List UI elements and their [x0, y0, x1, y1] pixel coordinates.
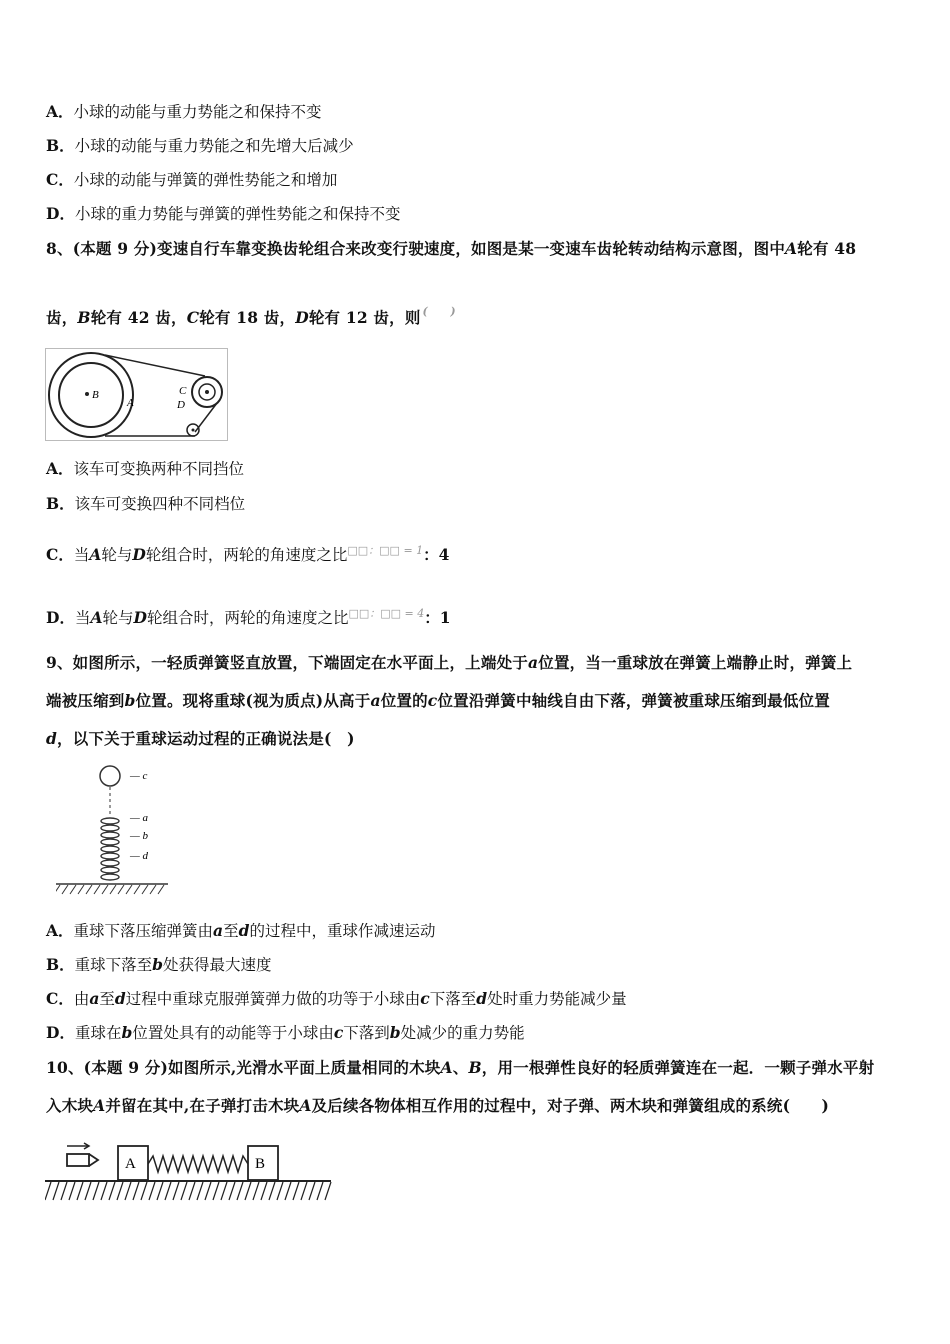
gear-a-outer — [49, 353, 133, 437]
q10-stem-line1: 10、(本题 9 分)如图所示,光滑水平面上质量相同的木块A、B，用一根弹性良好的轻质弹簧连在一起．一颗子弹水平射 — [46, 1058, 875, 1077]
q7-option-c: C．小球的动能与弹簧的弹性势能之和增加 — [46, 170, 338, 189]
q9-option-c: C．由a至d过程中重球克服弹簧弹力做的功等于小球由c下落至d处时重力势能减少量 — [46, 989, 627, 1008]
spring-label-a: — a — [130, 812, 149, 824]
q8-stem-line2: 齿，B轮有 42 齿，C轮有 18 齿，D轮有 12 齿，则 ( ) — [46, 305, 456, 327]
q8-option-c: C．当A轮与D轮组合时，两轮的角速度之比$^{□□:□□ = 1}$：4 — [46, 544, 450, 564]
q9-option-d: D．重球在b位置处具有的动能等于小球由c下落到b处减少的重力势能 — [46, 1023, 525, 1042]
ratio-formula: □□：□□ = 1 — [347, 544, 424, 557]
q7-option-a: A．小球的动能与重力势能之和保持不变 — [46, 102, 322, 121]
spring-label-b: — b — [130, 830, 149, 842]
gear-label-b: B — [92, 389, 99, 401]
q8-stem-line1: 8、(本题 9 分)变速自行车靠变换齿轮组合来改变行驶速度，如图是某一变速车齿轮转动结构示意图，图中A轮有 48 — [46, 239, 857, 258]
q10-stem-line2: 入木块A并留在其中,在子弹打击木块A及后续各物体相互作用的过程中，对子弹、两木块和弹簧组成的系统( ) — [46, 1096, 830, 1115]
block-a-label: A — [125, 1156, 136, 1172]
block-b-label: B — [255, 1156, 266, 1172]
ratio-formula: □□：□□ = 4 — [348, 607, 425, 620]
q9-stem-line1: 9、如图所示，一轻质弹簧竖直放置，下端固定在水平面上，上端处于a位置，当一重球放在弹簧上端静止时，弹簧上 — [46, 653, 853, 672]
ball — [100, 766, 120, 786]
q9-option-b: B．重球下落至b处获得最大速度 — [46, 955, 272, 974]
gear-label-a: A — [127, 397, 134, 409]
spring-label-d: — d — [130, 850, 149, 862]
gear-label-d: D — [177, 399, 185, 411]
gear-diagram — [45, 348, 229, 442]
q8-option-b: B．该车可变换四种不同档位 — [46, 494, 246, 513]
q9-option-a: A．重球下落压缩弹簧由a至d的过程中，重球作减速运动 — [46, 921, 436, 940]
spring-label-c: — c — [130, 770, 148, 782]
gear-label-c: C — [179, 385, 187, 397]
q9-stem-line3: d，以下关于重球运动过程的正确说法是( ) — [46, 729, 355, 748]
q9-stem-line2: 端被压缩到b位置。现将重球(视为质点)从高于a位置的c位置沿弹簧中轴线自由下落，弹簧被重球压缩到最低位置 — [46, 691, 830, 710]
q7-option-b: B．小球的动能与重力势能之和先增大后减少 — [46, 136, 354, 155]
spring-diagram — [56, 762, 172, 900]
answer-bracket: ( ) — [422, 305, 456, 318]
block-spring-diagram — [45, 1138, 333, 1204]
q8-option-d: D．当A轮与D轮组合时，两轮的角速度之比$^{□□:□□ = 4}$：1 — [46, 607, 451, 627]
q7-option-d: D．小球的重力势能与弹簧的弹性势能之和保持不变 — [46, 204, 401, 223]
q8-option-a: A．该车可变换两种不同挡位 — [46, 459, 245, 478]
gear-b-inner — [59, 363, 123, 427]
bullet — [67, 1154, 89, 1166]
spring — [148, 1156, 248, 1172]
